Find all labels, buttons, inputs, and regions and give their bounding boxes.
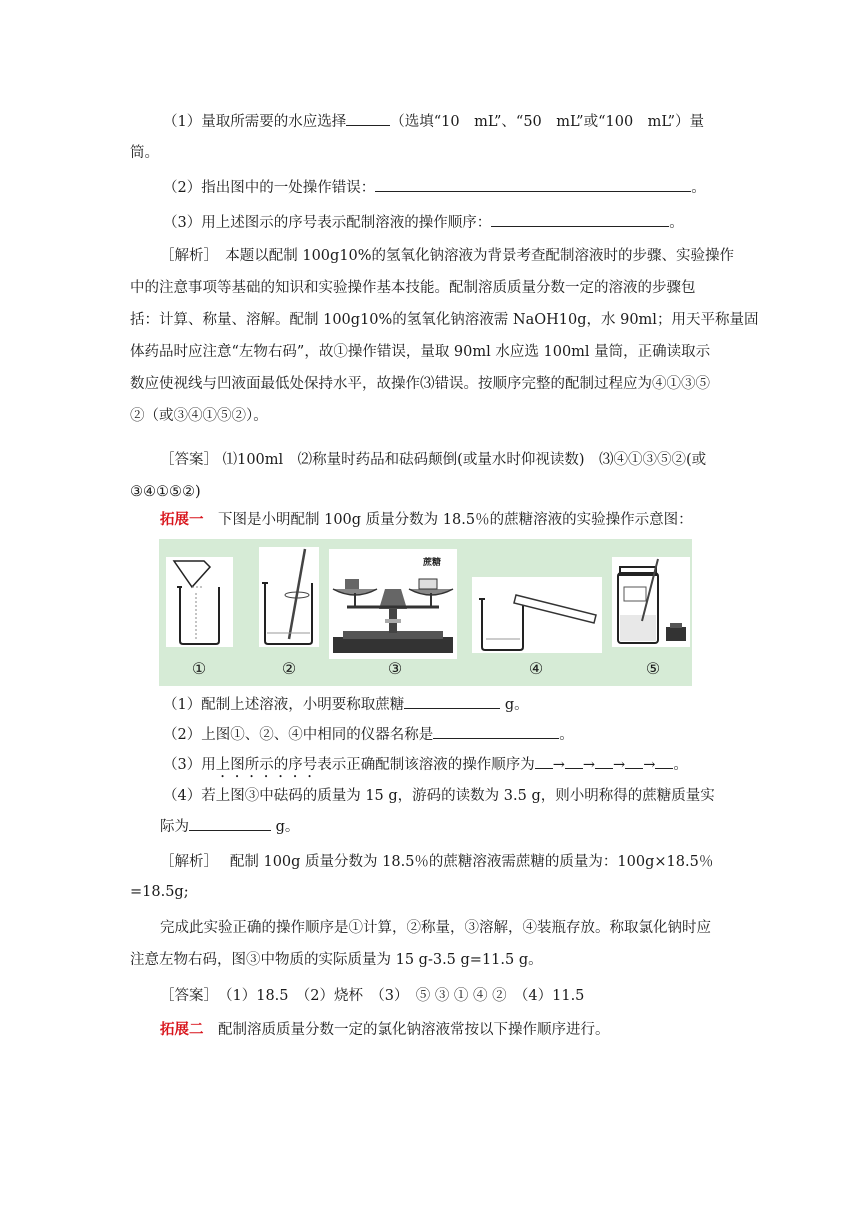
answer-blank[interactable] <box>595 754 613 769</box>
answer-blank[interactable] <box>491 212 669 227</box>
answer-blank[interactable] <box>565 754 583 769</box>
answer-line: ［答案］ （1）18.5 （2）烧杯 （3） ⑤ ③ ① ④ ② （4）11.5 <box>160 988 585 1004</box>
extension-1-title: 拓展一 <box>160 511 204 528</box>
question-2-line: （2）指出图中的一处操作错误： 。 <box>163 177 706 198</box>
ext1-question-3: （3）用上图所示的序号表示正确配制该溶液的操作顺序为 → → → → 。 <box>163 754 688 781</box>
question-3-line: （3）用上述图示的序号表示配制溶液的操作顺序： 。 <box>163 212 684 233</box>
analysis-line: 数应使视线与凹液面最低处保持水平，故操作⑶错误。按顺序完整的配制过程应为④①③⑤ <box>130 376 710 392</box>
answer-line: ③④①⑤②) <box>130 484 201 500</box>
answer-blank[interactable] <box>655 754 673 769</box>
analysis-line: 注意左物右码，图③中物质的实际质量为 15 g-3.5 g=11.5 g。 <box>130 952 543 968</box>
panel-5 <box>612 557 690 647</box>
extension-1-heading: 拓展一 下图是小明配制 100g 质量分数为 18.5％的蔗糖溶液的实验操作示意图： <box>160 511 693 528</box>
question-1-line-2: 筒。 <box>130 145 159 161</box>
beaker-stirring-icon <box>259 547 319 647</box>
figure-label-4: ④ <box>528 659 544 678</box>
answer-blank[interactable] <box>189 816 271 831</box>
sugar-label: 蔗糖 <box>423 558 442 568</box>
panel-2 <box>259 547 319 647</box>
analysis-line: 完成此实验正确的操作顺序是①计算，②称量，③溶解，④装瓶存放。称取氯化钠时应 <box>160 920 711 936</box>
analysis-line: 括：计算、称量、溶解。配制 100g10%的氢氧化钠溶液需 NaOH10g，水 90ml；用天平称量固 <box>130 312 759 328</box>
ext1-question-4-line-2: 际为 g。 <box>160 816 299 837</box>
experiment-figure <box>159 539 692 686</box>
analysis-line: ［解析］ 配制 100g 质量分数为 18.5％的蔗糖溶液需蔗糖的质量为：100g×18.5％ <box>160 854 714 870</box>
extension-2-heading: 拓展二 配制溶质质量分数一定的氯化钠溶液常按以下操作顺序进行。 <box>160 1021 610 1038</box>
analysis-line: =18.5g; <box>130 884 189 900</box>
analysis-line: ②（或③④①⑤②）。 <box>130 408 268 424</box>
figure-label-1: ① <box>191 659 207 678</box>
analysis-line: ［解析］ 本题以配制 100g10%的氢氧化钠溶液为背景考查配制溶液时的步骤、实验操作 <box>160 248 735 264</box>
jar-spoon-icon <box>612 557 690 647</box>
figure-label-5: ⑤ <box>645 659 661 678</box>
beaker-pouring-icon <box>166 557 233 647</box>
ext1-question-1: （1）配制上述溶液，小明要称取蔗糖 g。 <box>163 694 529 715</box>
answer-blank[interactable] <box>625 754 643 769</box>
answer-blank[interactable] <box>433 724 559 739</box>
figure-label-3: ③ <box>387 659 403 678</box>
panel-1 <box>166 557 233 647</box>
answer-blank[interactable] <box>346 111 390 126</box>
analysis-line: 中的注意事项等基础的知识和实验操作基本技能。配制溶质质量分数一定的溶液的步骤包 <box>130 280 696 296</box>
figure-label-2: ② <box>281 659 297 678</box>
extension-2-title: 拓展二 <box>160 1021 204 1038</box>
answer-blank[interactable] <box>375 177 691 192</box>
ext1-question-4: （4）若上图③中砝码的质量为 15 g，游码的读数为 3.5 g，则小明称得的蔗糖质量实 <box>163 788 715 804</box>
answer-line: ［答案］ ⑴100ml ⑵称量时药品和砝码颠倒(或量水时仰视读数) ⑶④①③⑤②(或 <box>160 452 707 468</box>
panel-4 <box>472 577 602 653</box>
analysis-line: 体药品时应注意“左物右码”，故①操作错误，量取 90ml 水应选 100ml 量筒，正确读取示 <box>130 344 711 360</box>
question-1-line: （1）量取所需要的水应选择 （选填“10 mL”、“50 mL”或“100 mL”）量 <box>163 111 704 132</box>
answer-blank[interactable] <box>404 694 500 709</box>
ext1-question-2: （2）上图①、②、④中相同的仪器名称是 。 <box>163 724 574 745</box>
cylinder-pouring-icon <box>472 577 602 653</box>
panel-3 <box>329 549 457 659</box>
answer-blank[interactable] <box>535 754 553 769</box>
